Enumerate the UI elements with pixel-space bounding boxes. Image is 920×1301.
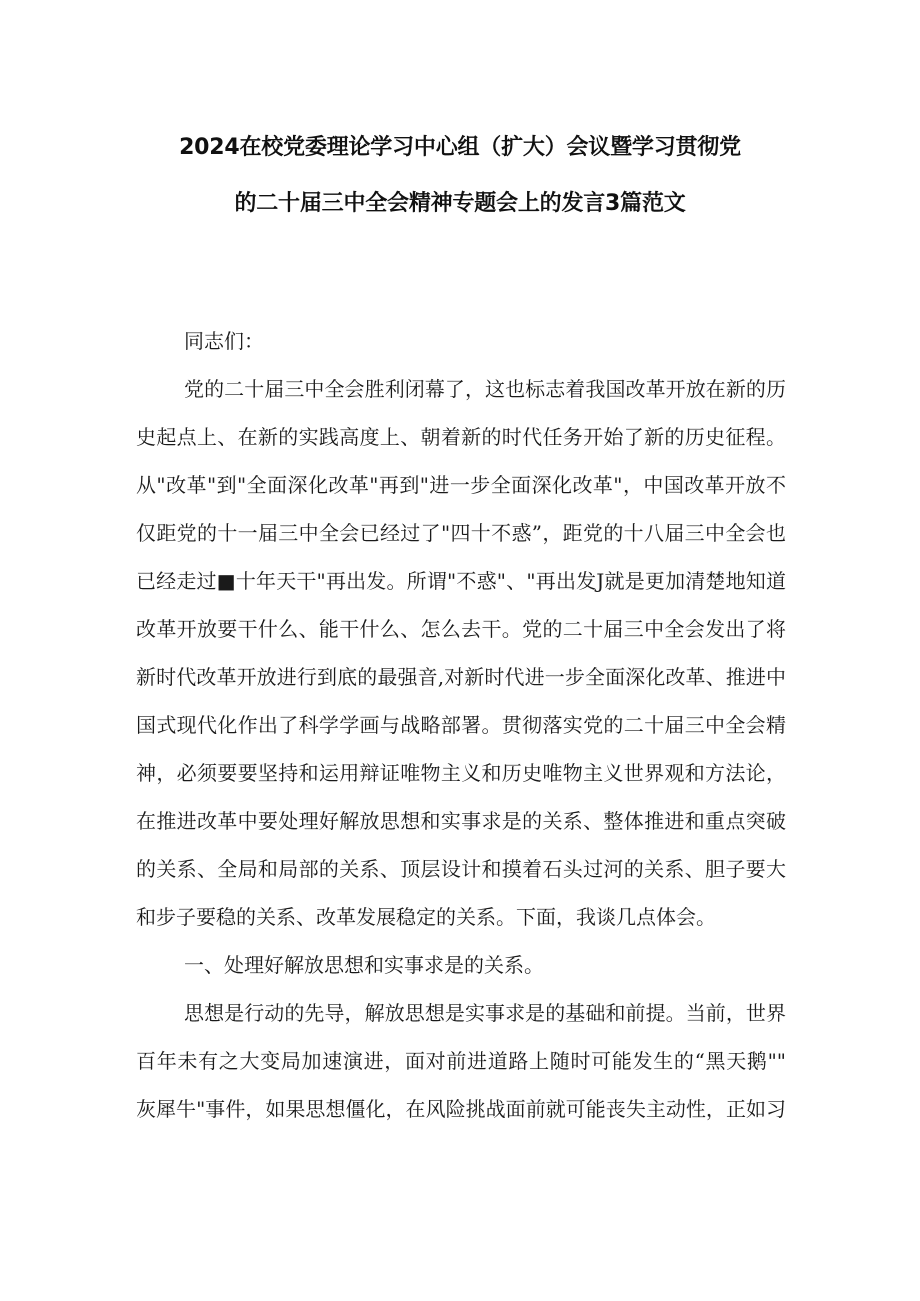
paragraph-2-line-3: 灰犀牛"事件，如果思想僵化，在风险挑战面前就可能丧失主动性，正如习 [136, 1097, 786, 1121]
paragraph-1-line-5: 已经走过■十年天干"再出发。所谓"不惑"、"再出发J就是更加清楚地知道 [136, 569, 786, 593]
paragraph-1-line-8: 国式现代化作出了科学学画与战略部署。贯彻落实党的二十届三中全会精 [136, 713, 786, 737]
paragraph-1-line-2: 史起点上、在新的实践高度上、朝着新的时代任务开始了新的历史征程。 [136, 425, 786, 449]
paragraph-1-line-4: 仅距党的十一届三中全会已经过了"四十不惑”，距党的十八届三中全会也 [136, 521, 786, 545]
paragraph-2-line-1: 思想是行动的先导，解放思想是实事求是的基础和前提。当前，世界 [184, 1001, 786, 1025]
section-heading-1: 一、处理好解放思想和实事求是的关系。 [184, 953, 544, 977]
paragraph-1-line-7: 新时代改革开放进行到底的最强音,对新时代进一步全面深化改革、推进中 [136, 665, 786, 689]
paragraph-1-line-12: 和步子要稳的关系、改革发展稳定的关系。下面，我谈几点体会。 [136, 905, 716, 929]
paragraph-2-line-2: 百年未有之大变局加速演进，面对前进道路上随时可能发生的“黑天鹅"" [136, 1049, 786, 1073]
document-title-line-2: 的二十届三中全会精神专题会上的发言3篇范文 [234, 191, 686, 216]
document-title-line-1: 2024在校党委理论学习中心组（扩大）会议暨学习贯彻党 [179, 135, 741, 160]
paragraph-1-line-10: 在推进改革中要处理好解放思想和实事求是的关系、整体推进和重点突破 [136, 809, 786, 833]
paragraph-1-line-1: 党的二十届三中全会胜利闭幕了，这也标志着我国改革开放在新的历 [184, 377, 786, 401]
paragraph-1-line-11: 的关系、全局和局部的关系、顶层设计和摸着石头过河的关系、胆子要大 [136, 857, 786, 881]
paragraph-1-line-3: 从"改革"到"全面深化改革"再到"进一步全面深化改革"，中国改革开放不 [136, 473, 786, 497]
paragraph-1-line-9: 神，必须要要坚持和运用辩证唯物主义和历史唯物主义世界观和方法论， [136, 761, 786, 785]
salutation: 同志们： [184, 329, 264, 353]
paragraph-1-line-6: 改革开放要干什么、能干什么、怎么去干。党的二十届三中全会发出了将 [136, 617, 786, 641]
